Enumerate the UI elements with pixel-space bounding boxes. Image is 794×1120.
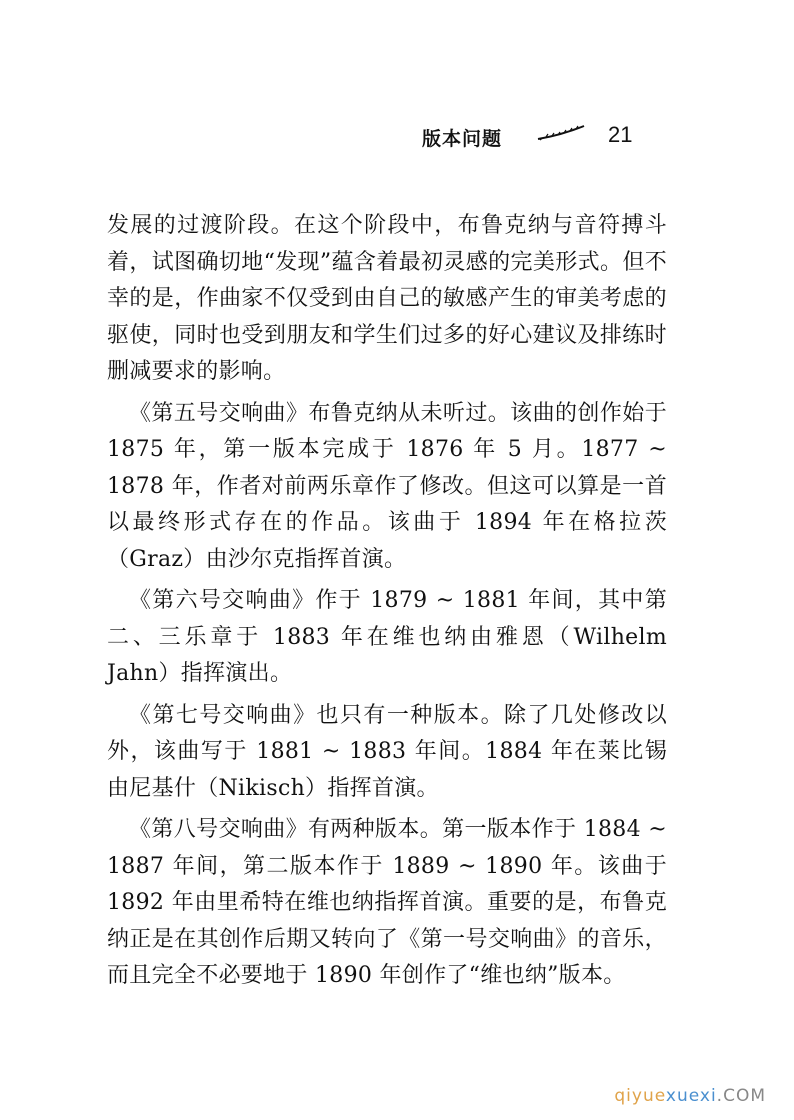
- paragraph-symphony-5: 《第五号交响曲》布鲁克纳从未听过。该曲的创作始于 1875 年，第一版本完成于 1876 年 5 月。1877 ~ 1878 年，作者对前两乐章作了修改。但这可以算是一首以最终形式存在的作品。该曲于 1894 年在格拉茨（Graz）由沙尔克指挥首演。: [107, 400, 667, 572]
- paragraph-1: 发展的过渡阶段。在这个阶段中，布鲁克纳与音符搏斗着，试图确切地“发现”蕴含着最初灵感的完美形式。但不幸的是，作曲家不仅受到由自己的敏感产生的审美考虑的驱使，同时也受到朋友和学生们过多的好心建议及排练时删减要求的影响。: [107, 213, 667, 384]
- watermark-part-1: qiyue: [614, 1086, 666, 1106]
- running-title: 版本问题: [422, 128, 503, 150]
- paragraph-symphony-6: 《第六号交响曲》作于 1879 ~ 1881 年间，其中第二、三乐章于 1883 年在维也纳由雅恩（Wilhelm Jahn）指挥演出。: [107, 588, 667, 686]
- site-watermark: [614, 1086, 766, 1106]
- watermark-part-3: .COM: [716, 1086, 766, 1106]
- body-text: [107, 208, 667, 1000]
- quill-ornament-icon: [536, 122, 586, 144]
- page-header: [0, 122, 794, 152]
- watermark-part-2: xuexi: [665, 1086, 717, 1106]
- paragraph-symphony-8: 《第八号交响曲》有两种版本。第一版本作于 1884 ~ 1887 年间，第二版本作于 1889 ~ 1890 年。该曲于 1892 年由里希特在维也纳指挥首演。重要的是，布鲁克纳正是在其创作后期又转向了《第一号交响曲》的音乐，而且完全不必要地于 1890 年创作了“维也纳”版本。: [107, 817, 667, 988]
- page-number: 21: [608, 122, 633, 147]
- paragraph-symphony-7: 《第七号交响曲》也只有一种版本。除了几处修改以外，该曲写于 1881 ~ 1883 年间。1884 年在莱比锡由尼基什（Nikisch）指挥首演。: [107, 702, 667, 801]
